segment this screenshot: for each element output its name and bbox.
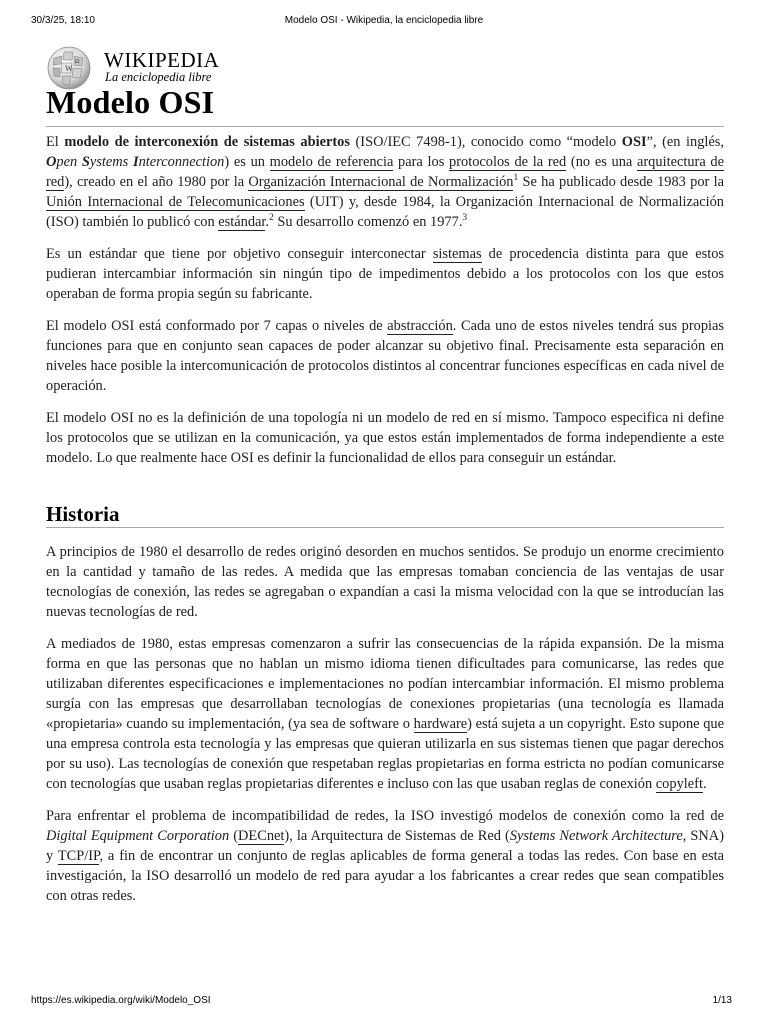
bold-term: modelo de interconexión de sistemas abiertos xyxy=(64,134,350,150)
text: para los xyxy=(393,154,450,170)
link-modelo-de-referencia[interactable]: modelo de referencia xyxy=(269,154,394,170)
link-protocolos-de-la-red[interactable]: protocolos de la red xyxy=(449,154,567,170)
italic-term: Systems Network Architecture xyxy=(509,828,683,844)
reference-3[interactable]: 3 xyxy=(462,213,468,224)
text: . xyxy=(702,776,707,792)
text: . xyxy=(265,214,270,230)
link-estandar[interactable]: estándar xyxy=(218,214,266,230)
intro-paragraph-3 xyxy=(46,316,724,396)
bold-term: OSI xyxy=(621,134,647,150)
link-sistemas[interactable]: sistemas xyxy=(432,246,482,262)
intro-paragraph-1 xyxy=(46,132,724,232)
text: ) está sujeta a un copyright. Esto supone que una empresa controla esta tecnología y las empresas que quieran utilizarla en sus sistemas tienen que pagar derechos por su uso). Las tecnologías de conexión que respetaban reglas propietarias en forma estricta no podían comunicarse con tecnologías que usaban reglas propietarias diferentes e incluso con las que usaban reglas de conexión xyxy=(46,716,725,792)
text: (no es una xyxy=(566,154,637,170)
print-page-title: Modelo OSI - Wikipedia, la enciclopedia libre xyxy=(284,15,484,26)
article-title: Modelo OSI xyxy=(46,84,215,120)
historia-paragraph-3 xyxy=(46,806,724,906)
historia-paragraph-1: A principios de 1980 el desarrollo de redes originó desorden en muchos sentidos. Se produjo un enorme crecimiento en la cantidad y tamaño de las redes. A medida que las empresas tomaban conciencia de las ventajas de usar tecnologías de conexión, las redes se agregaban o expandían a casi la misma velocidad con la que se introducían las nuevas tecnologías de red. xyxy=(46,544,724,620)
print-footer xyxy=(0,995,768,1009)
text: ) es un xyxy=(224,154,270,170)
historia-paragraph-2 xyxy=(46,634,724,794)
text: . Cada uno de estos niveles tendrá sus propias funciones para que en conjunto sean capaces de poder alcanzar su objetivo final. Precisamente esta separación en niveles hace posible la intercomunicación de protocolos distintos al concentrar funciones específicas en cada nivel de operación. xyxy=(46,318,724,394)
svg-text:W: W xyxy=(65,64,73,73)
link-abstraccion[interactable]: abstracción xyxy=(387,318,453,334)
text: ), la Arquitectura de Sistemas de Red ( xyxy=(284,828,510,844)
link-decnet[interactable]: DECnet xyxy=(238,828,285,844)
initial: I xyxy=(132,154,139,170)
print-page-number: 1/13 xyxy=(712,995,732,1006)
svg-text:Ω: Ω xyxy=(75,59,80,65)
initial: S xyxy=(81,154,90,170)
text: Se ha publicado desde 1983 por la xyxy=(518,174,724,190)
text: El xyxy=(46,134,65,150)
text: pen xyxy=(56,154,82,170)
text: nterconnection xyxy=(138,154,225,170)
text: Su desarrollo comenzó en 1977. xyxy=(273,214,463,230)
text: El modelo OSI está conformado por 7 capas o niveles de xyxy=(46,318,388,334)
text: ”, (en inglés, xyxy=(646,134,724,150)
italic-term: Digital Equipment Corporation xyxy=(46,828,230,844)
text: ( xyxy=(229,828,239,844)
text: , SNA) y xyxy=(46,828,724,864)
text: Es un estándar que tiene por objetivo conseguir interconectar xyxy=(46,246,433,262)
intro-paragraph-2 xyxy=(46,244,724,304)
article-content xyxy=(46,132,724,918)
text: (UIT) y, desde 1984, la Organización Internacional de Normalización (ISO) también lo publicó con xyxy=(46,194,725,230)
title-divider xyxy=(46,126,724,127)
print-datetime: 30/3/25, 18:10 xyxy=(31,15,95,26)
text: , a fin de encontrar un conjunto de reglas aplicables de forma general a todas las redes. Con base en esta investigación, la ISO desarrolló un modelo de red para ayudar a los fabricantes a crear redes que sean compatibles con otras redes. xyxy=(46,848,724,904)
text: A mediados de 1980, estas empresas comenzaron a sufrir las consecuencias de la rápida expansión. De la misma forma en que las personas que no hablan un mismo idioma tienen dificultades para comunicarse, las redes que utilizaban diferentes especificaciones e implementaciones no podían intercambiar información. El mismo problema surgía con las empresas que desarrollaban tecnologías de conexiones propietarias (una tecnología es llamada «propietaria» cuando su implementación, (ya sea de software o xyxy=(46,636,724,732)
text: (ISO/IEC 7498-1), conocido como “modelo xyxy=(349,134,622,150)
text: ystems xyxy=(89,154,133,170)
link-iso[interactable]: Organización Internacional de Normalización xyxy=(248,174,514,190)
link-hardware[interactable]: hardware xyxy=(413,716,468,732)
wikipedia-logo[interactable] xyxy=(44,40,284,88)
text: ), creado en el año 1980 por la xyxy=(64,174,249,190)
link-tcp-ip[interactable]: TCP/IP xyxy=(57,848,100,864)
wikipedia-tagline: La enciclopedia libre xyxy=(105,70,212,84)
text: Para enfrentar el problema de incompatibilidad de redes, la ISO investigó modelos de conexión como la red de xyxy=(46,808,724,824)
wikipedia-wordmark: WIKIPEDIA xyxy=(104,48,220,72)
link-uit[interactable]: Unión Internacional de Telecomunicaciones xyxy=(46,194,305,210)
print-url: https://es.wikipedia.org/wiki/Modelo_OSI xyxy=(31,995,211,1006)
link-arquitectura-de-red[interactable]: arquitectura de red xyxy=(46,154,724,190)
reference-1[interactable]: 1 xyxy=(513,173,519,184)
print-header xyxy=(0,15,768,29)
english-term xyxy=(46,154,224,170)
text: de procedencia distinta para que estos pudieran intercambiar información sin ningún tipo de impedimentos debido a los protocolos con los que estos operaban de forma propia según su fabricante. xyxy=(46,246,724,302)
section-heading-historia: Historia xyxy=(46,504,724,528)
intro-paragraph-4: El modelo OSI no es la definición de una topología ni un modelo de red en sí mismo. Tampoco especifica ni define los protocolos que se utilizan en la comunicación, ya que estos están implementados de forma independiente a este modelo. Lo que realmente hace OSI es definir la funcionalidad de ellos para conseguir un estándar. xyxy=(46,410,724,466)
initial: O xyxy=(46,154,57,170)
reference-2[interactable]: 2 xyxy=(269,213,274,224)
link-copyleft[interactable]: copyleft xyxy=(655,776,703,792)
